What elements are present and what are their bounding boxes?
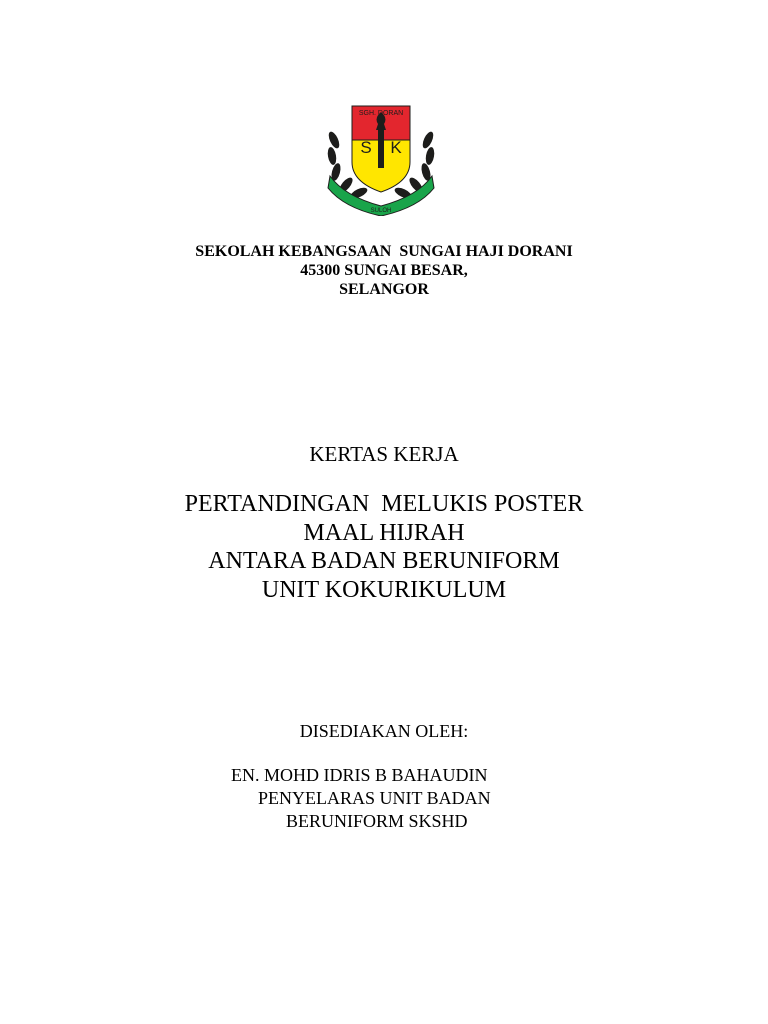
crest-ribbon-text: SULOH [370,208,392,214]
preparer-details [0,764,768,833]
title-line-2: MAAL HIJRAH [303,519,465,546]
preparer-role-line-1: PENYELARAS UNIT BADAN [258,788,491,808]
crest-initial-left: S [360,138,372,157]
title-line-4: UNIT KOKURIKULUM [261,576,507,603]
preparer-name: EN. MOHD IDRIS B BAHAUDIN [231,765,488,785]
school-state: SELANGOR [339,281,429,298]
school-crest-logo [324,100,438,216]
title-line-1: PERTANDINGAN MELUKIS POSTER [184,491,584,517]
title-line-3: ANTARA BADAN BERUNIFORM [208,548,560,574]
school-address [0,242,768,299]
crest-top-text: SGH. DORAN [358,110,404,117]
crest-initial-right: K [390,138,402,157]
school-postcode-town: 45300 SUNGAI BESAR, [300,262,468,279]
preparer-role-line-2: BERUNIFORM SKSHD [286,811,468,831]
school-name: SEKOLAH KEBANGSAAN SUNGAI HAJI DORANI [195,243,573,260]
prepared-by-label: DISEDIAKAN OLEH: [299,721,469,741]
document-title [0,490,768,604]
document-type: KERTAS KERJA [309,442,459,466]
